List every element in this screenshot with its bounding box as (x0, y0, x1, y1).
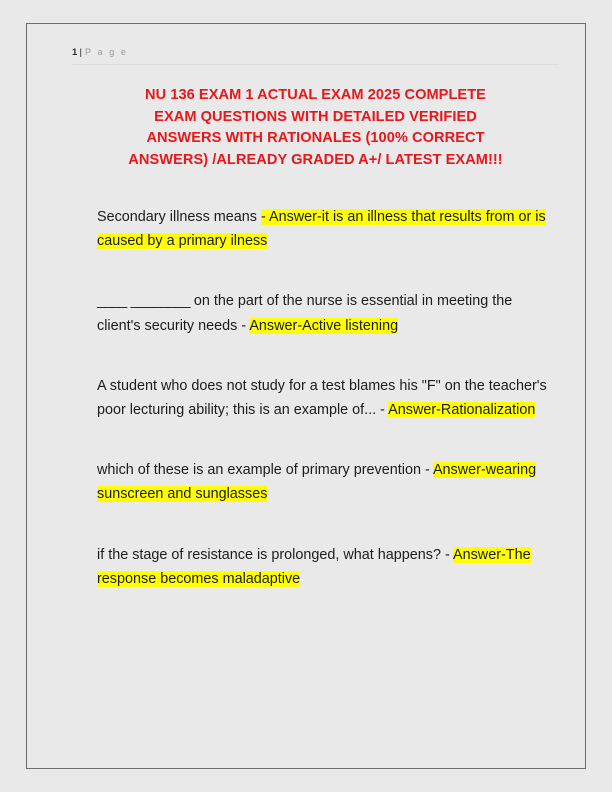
header-page-label: P a g e (84, 47, 129, 57)
question-text: A student who does not study for a test blames his "F" on the teacher's poor lecturing ability; this is an example of... - (97, 377, 547, 419)
answer-text: Answer-Rationalization (388, 402, 536, 419)
qa-list (72, 205, 559, 591)
answer-text: Answer-The response becomes maladaptive (97, 546, 531, 587)
qa-item (97, 374, 553, 422)
page-content-area (27, 24, 585, 768)
answer-text: Answer-Active listening (249, 317, 399, 334)
title-line-2: EXAM QUESTIONS WITH DETAILED VERIFIED (154, 108, 477, 125)
answer-text: Answer-wearing sunscreen and sunglasses (97, 462, 537, 503)
answer-text: - Answer-it is an illness that results from or is caused by a primary ilness (97, 209, 546, 250)
title-line-4: ANSWERS) /ALREADY GRADED A+/ LATEST EXAM!!! (128, 151, 503, 168)
title-line-3: ANSWERS WITH RATIONALES (100% CORRECT (146, 130, 485, 146)
question-text: on the part of the nurse is essential in meeting the client's security needs - (97, 293, 513, 334)
title-line-1: NU 136 EXAM 1 ACTUAL EXAM 2025 COMPLETE (145, 87, 486, 103)
document-title (72, 85, 559, 171)
question-blank-first: ____ (97, 293, 127, 310)
page-sheet (26, 23, 586, 769)
qa-item (97, 458, 553, 506)
qa-item (97, 289, 553, 337)
question-text: which of these is an example of primary prevention - (97, 462, 433, 479)
running-header (72, 36, 559, 59)
question-text: Secondary illness means (97, 209, 261, 225)
qa-item (97, 205, 553, 253)
qa-item (97, 543, 553, 591)
header-divider (72, 64, 559, 65)
header-separator: | (79, 47, 82, 58)
question-text: if the stage of resistance is prolonged, what happens? - (97, 546, 453, 563)
question-blank-second: ________ (130, 293, 190, 310)
header-page-number: 1 (72, 47, 78, 58)
